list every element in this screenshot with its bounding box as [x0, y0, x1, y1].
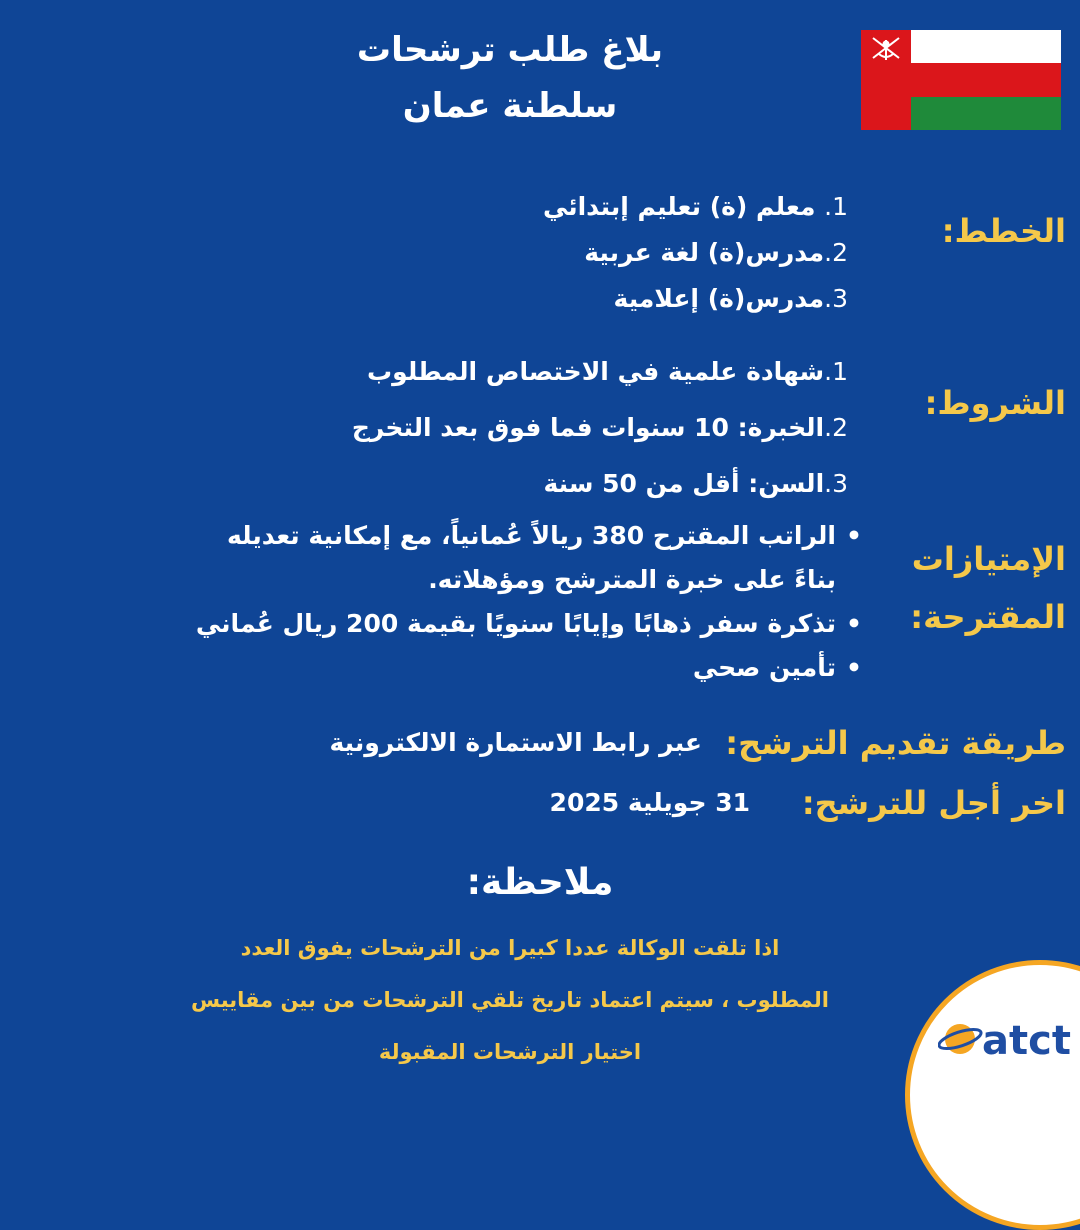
list-item: 3.مدرس(ة) إعلامية — [613, 284, 848, 313]
application-value: عبر رابط الاستمارة الالكترونية — [329, 728, 702, 757]
note-line-1: اذا تلقت الوكالة عددا كبيرا من الترشحات يفوق العدد — [240, 936, 780, 960]
list-item-continuation: بناءً على خبرة المترشح ومؤهلاته. — [428, 565, 836, 594]
page-subtitle: سلطنة عمان — [402, 86, 618, 126]
list-item: 1. معلم (ة) تعليم إبتدائي — [542, 192, 848, 221]
logo-badge — [905, 960, 1080, 1230]
note-line-2: المطلوب ، سيتم اعتماد تاريخ تلقي الترشحات من بين مقاييس — [191, 988, 829, 1012]
oman-flag — [861, 30, 1061, 130]
list-item: 2.الخبرة: 10 سنوات فما فوق بعد التخرج — [351, 413, 848, 442]
application-label: طريقة تقديم الترشح: — [725, 724, 1066, 762]
note-line-3: اختيار الترشحات المقبولة — [378, 1040, 642, 1064]
note-title: ملاحظة: — [466, 862, 614, 903]
benefits-label-2: المقترحة: — [910, 598, 1066, 636]
conditions-label: الشروط: — [924, 384, 1066, 422]
logo-text: atct — [982, 1018, 1071, 1064]
list-item: • تذكرة سفر ذهابًا وإيابًا سنويًا بقيمة 200 ريال عُماني — [2, 602, 862, 646]
deadline-value: 31 جويلية 2025 — [549, 788, 750, 817]
list-item: 2.مدرس(ة) لغة عربية — [584, 238, 848, 267]
atct-logo — [938, 1014, 1078, 1064]
conditions-list — [128, 344, 848, 512]
globe-orbit-icon — [938, 1024, 983, 1054]
deadline-label: اخر أجل للترشح: — [801, 784, 1066, 822]
list-item: 3.السن: أقل من 50 سنة — [543, 469, 848, 498]
positions-label: الخطط: — [941, 212, 1066, 250]
positions-list — [128, 184, 848, 322]
list-item: • الراتب المقترح 380 ريالاً عُمانياً، مع إمكانية تعديله — [2, 514, 862, 558]
benefits-list — [2, 514, 862, 690]
list-item: • تأمين صحي — [2, 646, 862, 690]
benefits-label: الإمتيازات — [911, 540, 1066, 578]
list-item: 1.شهادة علمية في الاختصاص المطلوب — [367, 357, 848, 386]
page-title: بلاغ طلب ترشحات — [356, 30, 664, 70]
